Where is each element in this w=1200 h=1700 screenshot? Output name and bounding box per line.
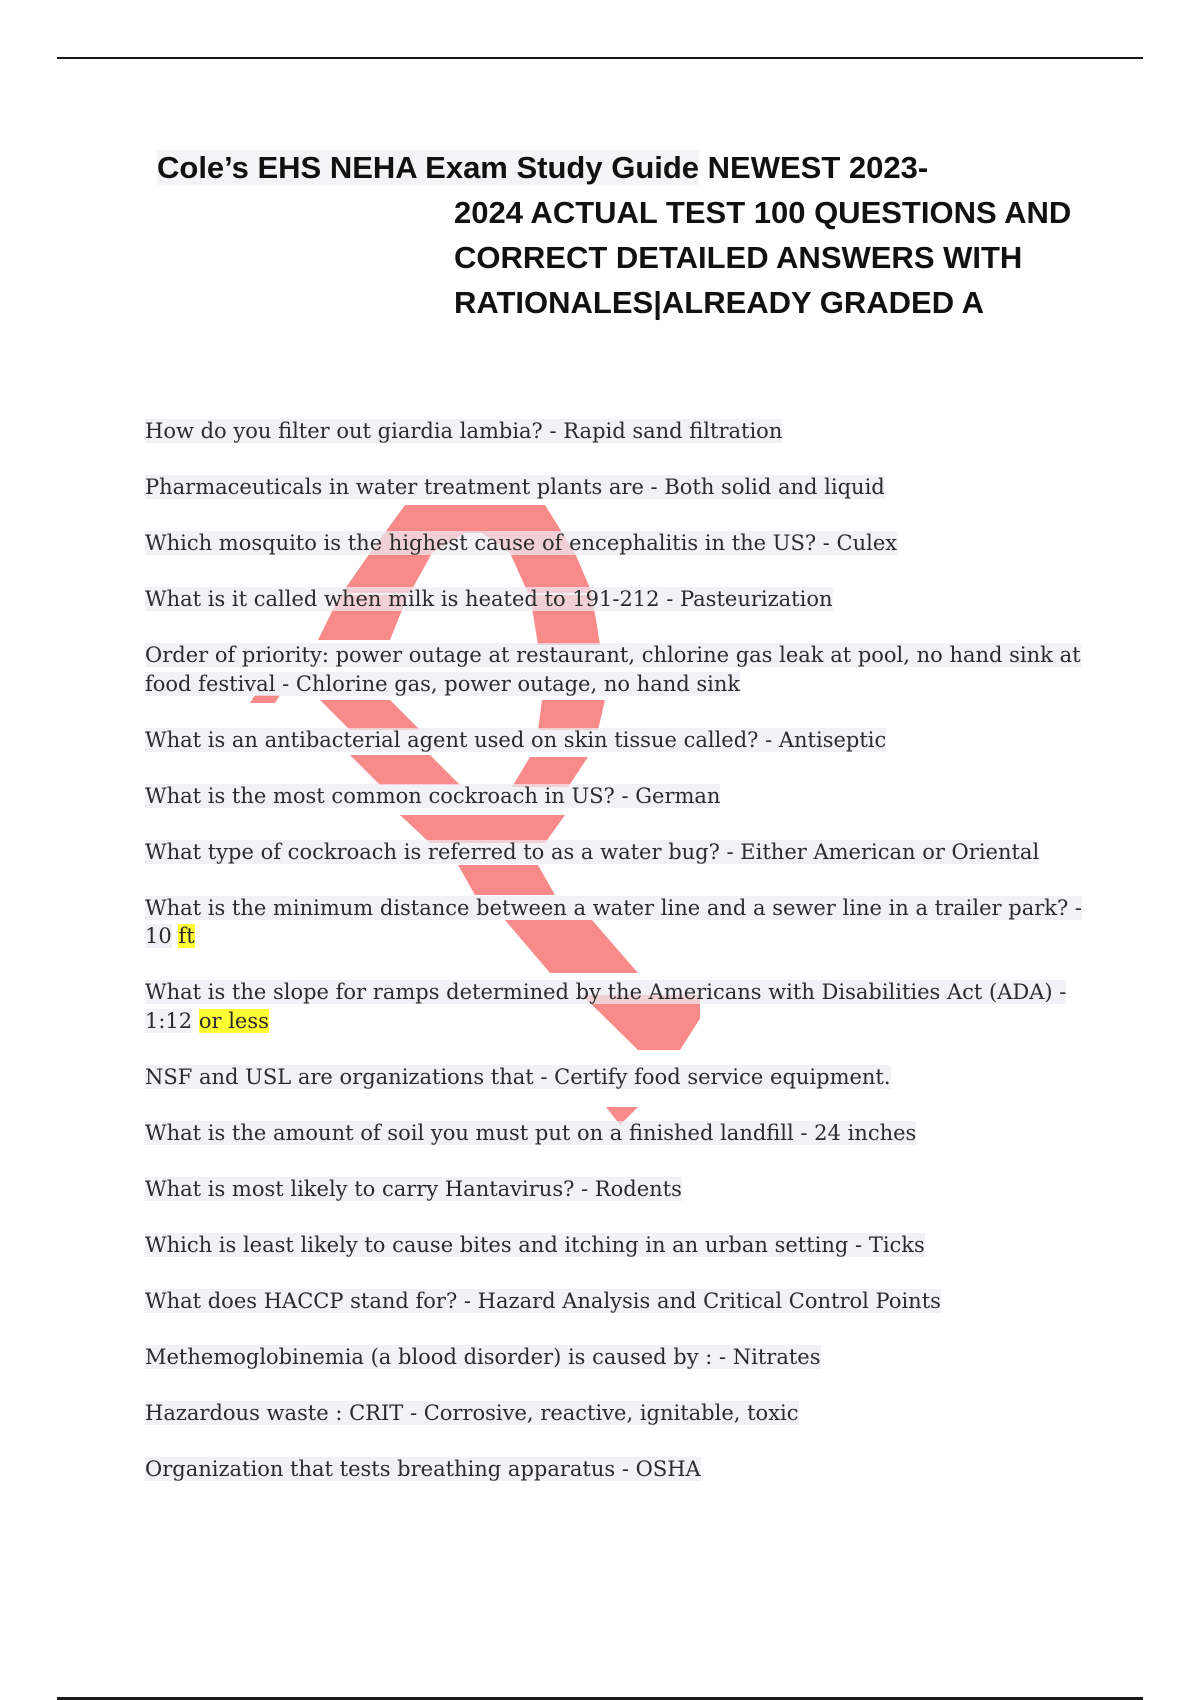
qa-item: Methemoglobinemia (a blood disorder) is caused by : - Nitrates [145,1344,821,1369]
qa-item: What is it called when milk is heated to 191-212 - Pasteurization [145,587,833,611]
title-highlighted-part: Cole’s EHS NEHA Exam Study Guide [157,150,700,185]
qa-item: What type of cockroach is referred to as a water bug? - Either American or Oriental [145,839,1040,864]
highlighted-answer: or less [198,1008,269,1033]
title-line-1-tail: NEWEST 2023- [699,150,929,185]
qa-item: What is most likely to carry Hantavirus? - Rodents [145,1176,682,1201]
qa-item: Hazardous waste : CRIT - Corrosive, reactive, ignitable, toxic [145,1400,799,1425]
qa-item: How do you filter out giardia lambia? - Rapid sand filtration [145,419,783,443]
title-continuation: 2024 ACTUAL TEST 100 QUESTIONS AND CORRECT DETAILED ANSWERS WITH RATIONALES|ALREADY GRADED A [454,195,1072,320]
qa-item: Pharmaceuticals in water treatment plants are - Both solid and liquid [145,475,885,499]
qa-item: Order of priority: power outage at restaurant, chlorine gas leak at pool, no hand sink at food festival - Chlorine gas, power outage, no hand sink [145,643,1081,696]
title-line-1 [157,145,1077,190]
qa-item: What is the amount of soil you must put on a finished landfill - 24 inches [145,1120,917,1145]
top-rule [57,57,1143,59]
qa-item: What is the slope for ramps determined by the Americans with Disabilities Act (ADA) - 1:12 or less [145,980,1067,1033]
qa-item: Which is least likely to cause bites and itching in an urban setting - Ticks [145,1232,925,1257]
qa-item: What is an antibacterial agent used on skin tissue called? - Antiseptic [145,727,887,752]
qa-item: Organization that tests breathing apparatus - OSHA [145,1456,701,1481]
qa-item: Which mosquito is the highest cause of encephalitis in the US? - Culex [145,531,898,555]
qa-item: NSF and USL are organizations that - Certify food service equipment. [145,1064,891,1089]
qa-item: What is the minimum distance between a water line and a sewer line in a trailer park? - 10 ft [145,895,1083,948]
highlighted-answer: ft [178,924,195,948]
document-title [157,145,1077,325]
qa-item: What is the most common cockroach in US? - German [145,783,721,808]
qa-item: What does HACCP stand for? - Hazard Analysis and Critical Control Points [145,1288,941,1313]
qa-list [145,417,1095,1511]
